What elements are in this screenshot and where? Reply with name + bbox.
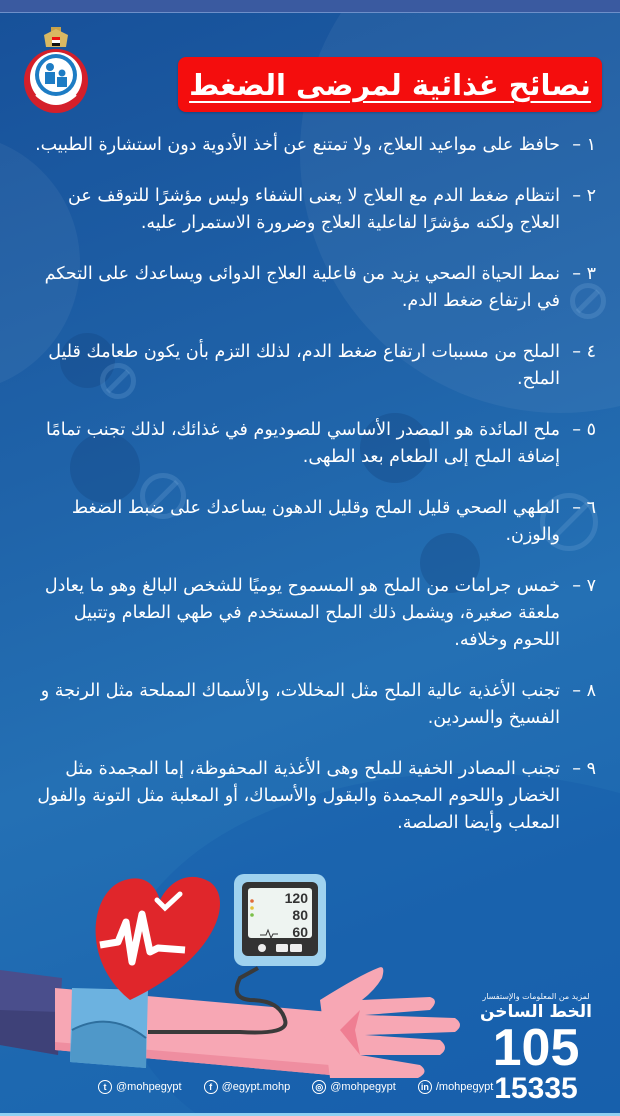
sleeve-icon	[0, 970, 62, 1055]
tip-item	[30, 495, 596, 549]
pulse-value: 60	[292, 924, 308, 940]
tip-item	[30, 183, 596, 237]
ministry-logo-icon	[22, 25, 90, 115]
tip-number: ١ –	[572, 135, 596, 155]
power-button-icon	[258, 944, 266, 952]
window-top-bar	[0, 0, 620, 13]
tip-text: حافظ على مواعيد العلاج، ولا تمتنع عن أخذ الأدوية دون استشارة الطبيب.	[35, 135, 560, 155]
page-title: نصائح غذائية لمرضى الضغط	[189, 67, 591, 102]
next-button-icon	[290, 944, 302, 952]
tip-text: تجنب الأغذية عالية الملح مثل المخللات، والأسماك المملحة مثل الرنجة و الفسيخ والسردين.	[40, 681, 560, 728]
tip-text: خمس جرامات من الملح هو المسموح يوميًا للشخص البالغ وهو ما يعادل ملعقة صغيرة، ويشمل ذلك الملح المستخدم في طهي الطعام وتتبيل اللحوم وخلافه.	[44, 576, 560, 650]
tip-number: ٩ –	[572, 759, 596, 779]
tips-list	[30, 132, 596, 861]
tip-text: ملح المائدة هو المصدر الأساسي للصوديوم في غذائك، لذلك تجنب تمامًا إضافة الملح إلى الطعام بعد الطهى.	[46, 420, 560, 467]
hotline-number-primary[interactable]: 105	[492, 1019, 580, 1077]
social-linkedin[interactable]	[418, 1080, 493, 1094]
tip-item	[30, 261, 596, 315]
bp-cuff-icon	[70, 988, 148, 1068]
diastolic-value: 80	[292, 907, 308, 923]
social-handle: @egypt.mohp	[221, 1081, 291, 1093]
social-instagram[interactable]	[312, 1080, 396, 1094]
tip-text: الملح من مسببات ارتفاع ضغط الدم، لذلك التزم بأن يكون طعامك قليل الملح.	[48, 342, 560, 389]
tip-item	[30, 573, 596, 654]
tip-number: ٢ –	[572, 186, 596, 206]
tip-item	[30, 132, 596, 159]
tip-number: ٦ –	[572, 498, 596, 518]
tip-number: ٧ –	[572, 576, 596, 596]
hotline-number-secondary[interactable]: 15335	[494, 1072, 578, 1105]
tip-number: ٨ –	[572, 681, 596, 701]
tip-number: ٣ –	[572, 264, 596, 284]
social-handle: @mohpegypt	[330, 1081, 396, 1093]
social-handle: @mohpegypt	[116, 1081, 182, 1093]
tip-text: انتظام ضغط الدم مع العلاج لا يعنى الشفاء وليس مؤشرًا للتوقف عن العلاج ولكنه مؤشرًا لفاعلية العلاج وضرورة الاستمرار عليه.	[68, 186, 560, 233]
bp-monitor-icon	[234, 874, 326, 966]
title-banner	[178, 57, 602, 112]
systolic-value: 120	[284, 890, 308, 906]
instagram-icon: ◎	[312, 1080, 326, 1094]
tip-item	[30, 756, 596, 837]
social-handle: /mohpegypt	[435, 1081, 494, 1093]
tip-text: تجنب المصادر الخفية للملح وهى الأغذية المحفوظة، إما المجمدة مثل الخضار واللحوم المجمدة والبقول والأسماك، أو المعلبة مثل التونة والفول المعلب وأيضا الصلصة.	[37, 759, 560, 833]
hotline-subtitle: لمزيد من المعلومات والإستفسار	[482, 992, 590, 1001]
prev-button-icon	[276, 944, 288, 952]
tip-item	[30, 678, 596, 732]
social-facebook[interactable]	[204, 1080, 291, 1094]
facebook-icon: f	[204, 1080, 218, 1094]
tip-number: ٥ –	[572, 420, 596, 440]
heart-icon	[96, 877, 220, 1000]
linkedin-icon: in	[418, 1080, 432, 1094]
social-links	[98, 1080, 493, 1094]
tip-text: الطهي الصحي قليل الملح وقليل الدهون يساعدك على ضبط الضغط والوزن.	[71, 498, 560, 545]
hotline-title: الخط الساخن	[479, 1002, 593, 1022]
twitter-icon: t	[98, 1080, 112, 1094]
social-twitter[interactable]	[98, 1080, 182, 1094]
tip-item	[30, 339, 596, 393]
tip-number: ٤ –	[572, 342, 596, 362]
tip-item	[30, 417, 596, 471]
tip-text: نمط الحياة الصحي يزيد من فاعلية العلاج الدوائى ويساعدك على التحكم في ارتفاع ضغط الدم.	[44, 264, 560, 311]
